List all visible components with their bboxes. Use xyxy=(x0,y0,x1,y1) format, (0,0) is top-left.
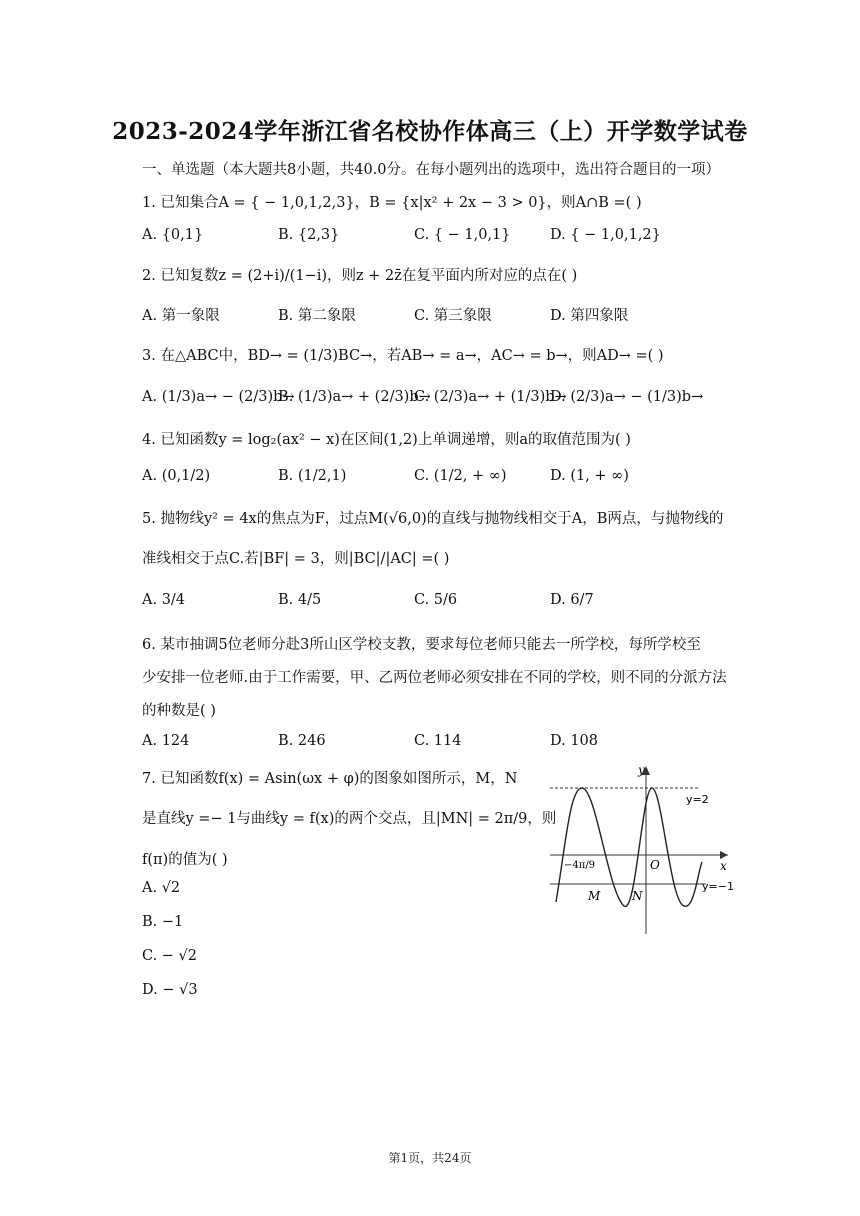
q1-option-b: B. {2,3} xyxy=(278,227,340,243)
q2-option-b: B. 第二象限 xyxy=(278,308,356,324)
q5-option-d: D. 6/7 xyxy=(550,592,594,608)
question-6-stem: 6. 某市抽调5位老师分赴3所山区学校支教，要求每位老师只能去一所学校，每所学校至 xyxy=(142,637,701,653)
q4-option-a: A. (0,1/2) xyxy=(142,468,211,484)
q4-option-c: C. (1/2, + ∞) xyxy=(414,468,507,484)
section-heading: 一、单选题（本大题共8小题，共40.0分。在每小题列出的选项中，选出符合题目的一项） xyxy=(142,162,721,178)
q3-option-b: B. (1/3)a→ + (2/3)b→ xyxy=(278,389,431,405)
q7-option-b: B. −1 xyxy=(142,914,184,930)
label-origin: O xyxy=(650,858,660,872)
sine-graph-figure xyxy=(548,762,758,937)
q5-option-c: C. 5/6 xyxy=(414,592,458,608)
sine-curve xyxy=(556,788,702,907)
q3-option-d: D. (2/3)a→ − (1/3)b→ xyxy=(550,389,704,405)
q1-option-d: D. { − 1,0,1,2} xyxy=(550,227,661,243)
question-5-stem: 5. 抛物线y² = 4x的焦点为F，过点M(√6,0)的直线与抛物线相交于A，B两点，与抛物线的 xyxy=(142,511,724,527)
q3-option-c: C. (2/3)a→ + (1/3)b→ xyxy=(414,389,567,405)
q7-option-d: D. − √3 xyxy=(142,982,198,998)
question-2-stem: 2. 已知复数z = (2+i)/(1−i)，则z + 2z̄在复平面内所对应的点在( ) xyxy=(142,268,578,284)
q3-option-a: A. (1/3)a→ − (2/3)b→ xyxy=(142,389,295,405)
q7-option-c: C. − √2 xyxy=(142,948,198,964)
label-point-n: N xyxy=(632,889,643,903)
q2-option-c: C. 第三象限 xyxy=(414,308,492,324)
question-6-stem-cont: 少安排一位老师.由于工作需要，甲、乙两位老师必须安排在不同的学校，则不同的分派方法 xyxy=(142,670,727,686)
label-y-equals-2: y=2 xyxy=(686,793,709,806)
label-x-axis: x xyxy=(720,859,727,873)
q1-option-c: C. { − 1,0,1} xyxy=(414,227,511,243)
q2-option-d: D. 第四象限 xyxy=(550,308,629,324)
q6-option-b: B. 246 xyxy=(278,733,326,749)
question-7-stem-cont: 是直线y =− 1与曲线y = f(x)的两个交点，且|MN| = 2π/9，则 xyxy=(142,811,557,827)
x-axis-arrow-icon xyxy=(720,851,728,859)
q5-option-a: A. 3/4 xyxy=(142,592,186,608)
label-y-axis: y xyxy=(638,763,645,777)
label-y-equals-neg1: y=−1 xyxy=(702,880,734,893)
q6-option-d: D. 108 xyxy=(550,733,599,749)
q1-option-a: A. {0,1} xyxy=(142,227,204,243)
question-7-stem-cont2: f(π)的值为( ) xyxy=(142,852,228,868)
q6-option-c: C. 114 xyxy=(414,733,462,749)
question-3-stem: 3. 在△ABC中，BD→ = (1/3)BC→，若AB→ = a→，AC→ = b→，则AD→ =( ) xyxy=(142,348,664,364)
page-title: 2023-2024学年浙江省名校协作体高三（上）开学数学试卷 xyxy=(112,118,748,145)
q5-option-b: B. 4/5 xyxy=(278,592,322,608)
question-7-stem: 7. 已知函数f(x) = Asin(ωx + φ)的图象如图所示，M，N xyxy=(142,771,518,787)
q7-option-a: A. √2 xyxy=(142,880,181,896)
label-neg-4pi-over-9: −4π/9 xyxy=(564,860,596,871)
q6-option-a: A. 124 xyxy=(142,733,190,749)
page-footer: 第1页，共24页 xyxy=(388,1151,472,1165)
question-4-stem: 4. 已知函数y = log₂(ax² − x)在区间(1,2)上单调递增，则a的取值范围为( ) xyxy=(142,432,631,448)
q4-option-b: B. (1/2,1) xyxy=(278,468,347,484)
question-1-stem: 1. 已知集合A = { − 1,0,1,2,3}，B = {x|x² + 2x − 3 > 0}，则A∩B =( ) xyxy=(142,195,642,211)
q2-option-a: A. 第一象限 xyxy=(142,308,220,324)
question-5-stem-cont: 准线相交于点C.若|BF| = 3，则|BC|/|AC| =( ) xyxy=(142,551,450,567)
question-6-stem-cont2: 的种数是( ) xyxy=(142,703,216,719)
q4-option-d: D. (1, + ∞) xyxy=(550,468,629,484)
label-point-m: M xyxy=(588,889,601,903)
